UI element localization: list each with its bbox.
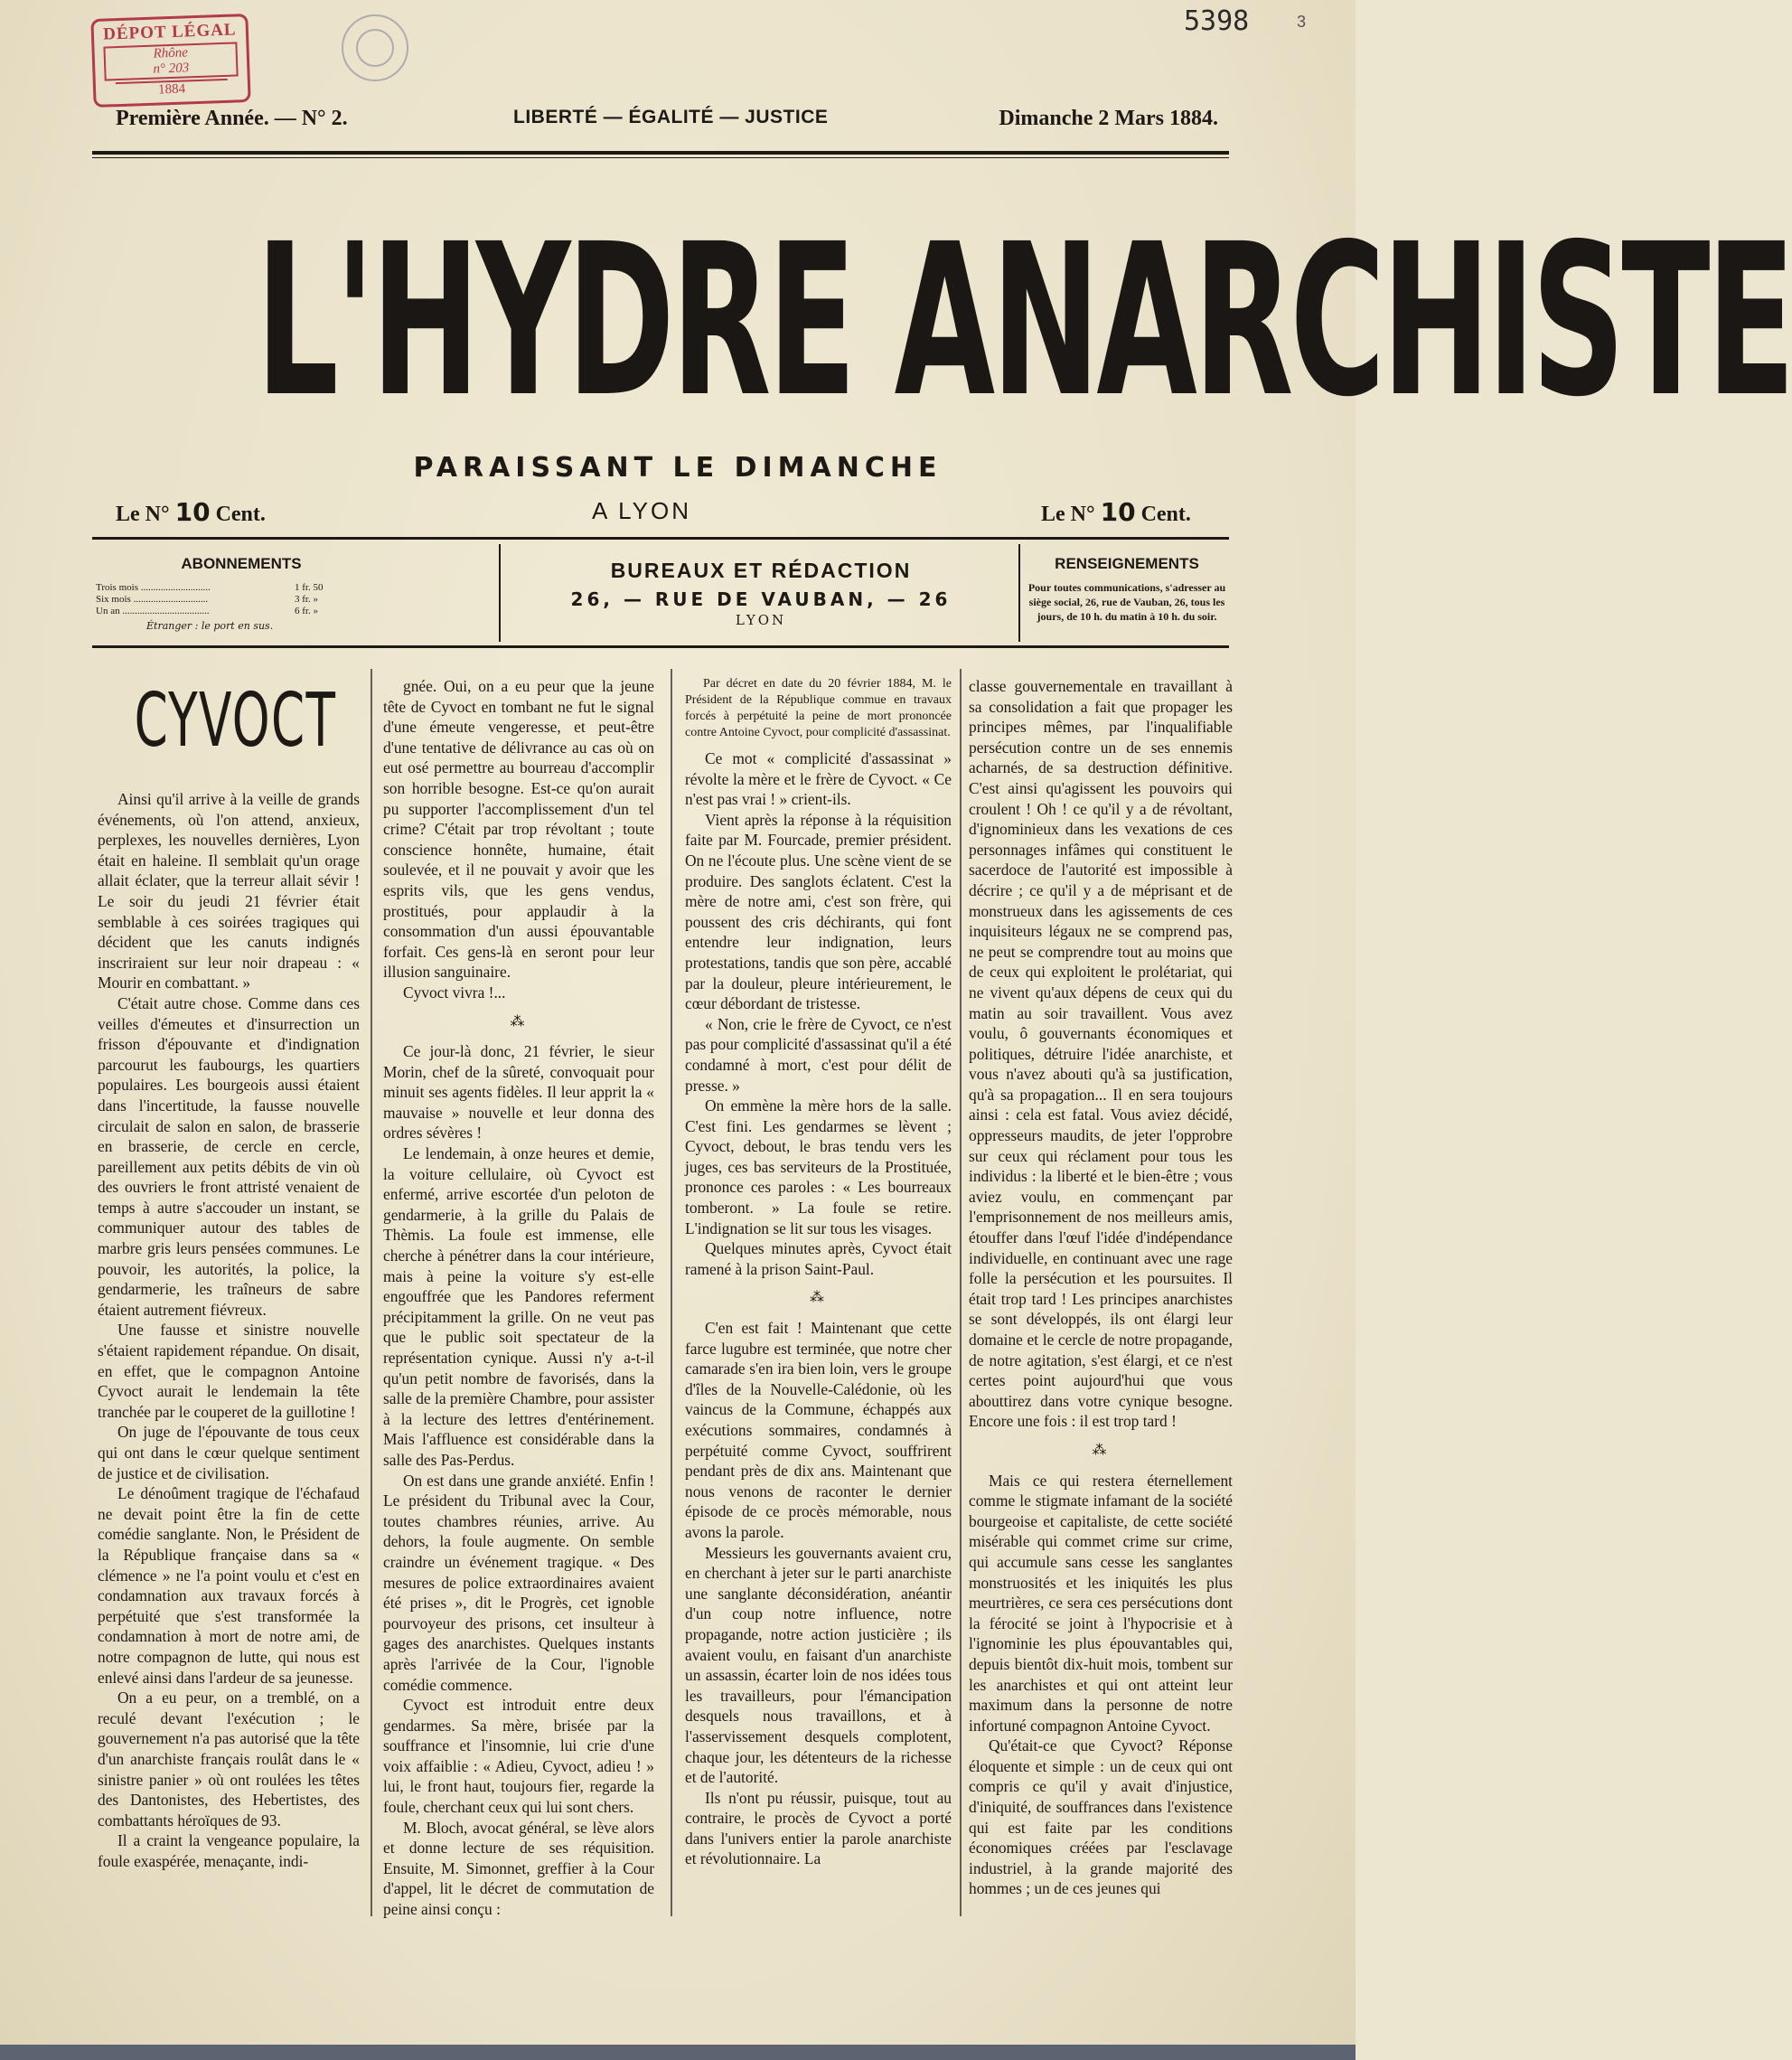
column-rule <box>960 669 962 1916</box>
section-separator: ⁂ <box>510 1013 528 1030</box>
article-column-4: classe gouvernementale en travaillant à sa consolidation a fait que propager les principes mêmes, par l'inqualifiable persécution contre un de ses ennemis acharnés, de sa destruction définitive. C'est ainsi qu'agissent les pouvoirs qui croulent ! Oh ! ce qu'il y a de révoltant, d'ignominieux dans les vexations de ces personnages infâmes qui constituent le sacerdoce de l'autorité est impossible à décrire ; ce qu'il y a de méprisant et de monstrueux dans les agissements de ces inquisiteurs légaux ne se comprend pas, ne peut se comprendre tout au moins que de ceux qui exploitent le prolétariat, qui ne vivent qu'aux dépens de ceux qui du matin au soir travaillent. Vous avez voulu, ô gouvernants économiques et politiques, détruire l'idée anarchiste, et vous n'avez abouti qu'à sa justification, qu'à sa propagation... Il en sera toujours ainsi : cela est fatal. Vous aviez décidé, oppresseurs maudits, de jeter l'opprobre sur ceux qui réclament pour tous les individus : la liberté et le bien-être ; vous aviez voulu, en commençant par l'emprisonnement de nos meilleurs amis, étouffer dans l'œuf l'idée d'indépendance individuelle, en continuant avec une rage folle la persécution et les poursuites. Il était trop tard ! Les principes anarchistes se sont développés, ils ont élargi leur domaine et le cercle de notre propagande, de notre agitation, s'est élargi, et ce n'est certes point aujourd'hui que vous abouttirez dans votre cynique besogne. Encore une fois : il est trop tard ! ⁂ Mais ce qui restera éternellement comme le stigmate infamant de la société bourgeoise et capitaliste, de cette société misérable qui commet crime sur crime, qui accumule sans cesse les sanglantes monstruosités et les iniquités les plus meurtrières, ce sera ces persécutions dont la férocité se joint à l'hypocrisie et à l'ignominie les plus épouvantables qui, depuis bientôt dix-huit mois, tombent sur les anarchistes et qui ont atteint leur maximum dans la personne de notre infortuné compagnon Antoine Cyvoct. Qu'était-ce que Cyvoct? Réponse éloquente et simple : un de ceux qui ont compris ce qu'il y avait d'injustice, d'iniquité, de souffrances dans l'existence qui est faite par les conditions économiques créées par l'esclavage industriel, à la grande majorité des hommes ; un de ces jeunes qui <box>969 677 1233 1898</box>
subscriptions-box: ABONNEMENTS Trois mois ............................ 1 fr. 50 Six mois .............................. 3 fr. » Un an ................................... 6 fr. » Étranger : le port en sus. <box>92 542 390 644</box>
city: A LYON <box>592 497 692 524</box>
subscription-row: Un an ................................... 6 fr. » <box>96 606 318 616</box>
header-rule <box>92 151 1229 155</box>
header-rule-thin <box>92 157 1229 158</box>
library-seal <box>342 14 408 81</box>
issue-line <box>116 107 1218 134</box>
legal-deposit-stamp: DÉPOT LÉGAL Rhône n° 203 1884 <box>90 14 250 108</box>
band-divider <box>499 544 501 642</box>
offices-box: BUREAUX ET RÉDACTION 26, — RUE DE VAUBAN, — 26 LYON <box>570 559 952 628</box>
section-separator: ⁂ <box>810 1290 827 1306</box>
decree-quote: Par décret en date du 20 février 1884, M. le Président de la République commue en travaux forcés à perpétuité la peine de mort prononcée contre Antoine Cyvoct, pour complicité d'assassinat. <box>685 677 952 739</box>
issue-date: Dimanche 2 Mars 1884. <box>999 107 1218 130</box>
archive-number: 5398 <box>1184 5 1250 37</box>
article-column-3: Par décret en date du 20 février 1884, M. le Président de la République commue en travaux forcés à perpétuité la peine de mort prononcée contre Antoine Cyvoct, pour complicité d'assassinat. Ce mot « complicité d'assassinat » révolte la mère et le frère de Cyvoct. « Ce n'est pas vrai ! » crient-ils. Vient après la réponse à la réquisition faite par M. Fourcade, premier président. On ne l'écoute plus. Une scène vient de se produire. Des sanglots éclatent. C'est la mère de notre ami, c'est son frère, qui poussent des cris déchirants, qui font entendre leur indignation, leurs protestations, tandis que son père, accablé par la douleur, pleure intérieurement, le cœur débordant de tristesse. « Non, crie le frère de Cyvoct, ce n'est pas pour complicité d'assassinat qu'il a été condamné à mort, c'est pour délit de presse. » On emmène la mère hors de la salle. C'est fini. Les gendarmes se lèvent ; Cyvoct, debout, le bras tendu vers les juges, ces bas serviteurs de la Prostituée, prononce ces paroles : « Les bourreaux tomberont. » La foule se retire. L'indignation se lit sur tous les visages. Quelques minutes après, Cyvoct était ramené à la prison Saint-Paul. ⁂ C'en est fait ! Maintenant que cette farce lugubre est terminée, que notre cher camarade s'en ira bien loin, vers le groupe d'îles de la Nouvelle-Calédonie, où les vaincus de la Commune, échappés aux exécutions sommaires, condamnés à perpétuité comme Cyvoct, souffrirent pendant près de dix ans. Maintenant que nous venons de raconter le dernier épisode de ce procès mémorable, nous avons la parole. Messieurs les gouvernants avaient cru, en cherchant à jeter sur le parti anarchiste une sanglante déconsidération, anéantir d'un coup notre influence, notre propagande, notre action justicière ; ils avaient voulu, en faisant d'un anarchiste un assassin, écarter loin de nos idées tous les travailleurs, pour l'émancipation desquels nous travaillons, et à l'asservissement desquels complotent, chaque jour, les détenteurs de la richesse et de l'autorité. Ils n'ont pu réussir, puisque, tout au contraire, le procès de Cyvoct a porté dans l'univers entier la parole anarchiste et révolutionnaire. La <box>685 677 952 1868</box>
column-rule <box>371 669 372 1916</box>
subscription-row: Six mois .............................. 3 fr. » <box>96 594 318 605</box>
band-bottom-rule <box>92 645 1229 648</box>
masthead-title: L'HYDRE ANARCHISTE <box>256 199 1792 443</box>
publication-frequency: PARAISSANT LE DIMANCHE <box>413 452 943 484</box>
issue-number: Première Année. — N° 2. <box>116 107 348 130</box>
column-rule <box>671 669 672 1916</box>
scan-edge <box>0 2045 1356 2060</box>
price-right: Le N° 10 Cent. <box>1041 497 1191 527</box>
motto: LIBERTÉ — ÉGALITÉ — JUSTICE <box>513 107 829 127</box>
section-separator: ⁂ <box>1092 1442 1110 1458</box>
information-box: RENSEIGNEMENTS Pour toutes communications, s'adresser au siège social, 26, rue de Vauban, 26, tous les jours, de 10 h. du matin à 10 h. du soir. <box>1027 555 1226 623</box>
archive-sub-number: 3 <box>1297 13 1307 31</box>
band-top-rule <box>92 537 1229 540</box>
article-column-2: gnée. Oui, on a eu peur que la jeune tête de Cyvoct en tombant ne fut le signal d'une émeute vengeresse, et peut-être d'une tentative de délivrance au cas où on eut osé permettre au bourreau d'accomplir son horrible besogne. Est-ce qu'on aurait pu supporter l'accomplissement d'un tel crime? C'était par trop révoltant ; toute conscience honnête, humaine, était soulevée, et il ne pouvait y avoir que les esprits vils, que les gens vendus, prostitués, pour applaudir à la consommation d'un aussi épouvantable forfait. Ces gens-là en seront pour leur illusion sanguinaire. Cyvoct vivra !... ⁂ Ce jour-là donc, 21 février, le sieur Morin, chef de la sûreté, convoquait pour minuit ses agents fidèles. Il leur apprit la « mauvaise » nouvelle et leur donna des ordres sévères ! Le lendemain, à onze heures et demie, la voiture cellulaire, où Cyvoct est enfermé, arrive escortée d'un peloton de gendarmerie, à la grille du Palais de Thèmis. La foule est immense, elle cherche à pénétrer dans la cour intérieure, mais à peine la voiture s'y est-elle engouffrée que les Pandores referment précipitamment la grille. On ne veut pas que le public soit spectateur de la représentation cynique. Aussi n'y a-t-il qu'un petit nombre de favorisés, dans la salle de la première Chambre, pour assister à la lecture des lettres d'entérinement. Mais l'affluence est considérable dans la salle des Pas-Perdus. On est dans une grande anxiété. Enfin ! Le président du Tribunal avec la Cour, toutes chambres réunies, arrive. Au dehors, la foule augmente. On semble craindre un événement tragique. « Des mesures de police extraordinaires avaient été prises », dit le Progrès, cet ignoble pourvoyeur des prisons, cet insulteur à gages des anarchistes. Quelques instants après l'arrivée de la Cour, l'ignoble comédie commence. Cyvoct est introduit entre deux gendarmes. Sa mère, brisée par la souffrance et l'insomnie, lui crie d'une voix affaiblie : « Adieu, Cyvoct, adieu ! » lui, le front haut, toujours fier, regarde la foule, cherchant ceux qui lui sont chers. M. Bloch, avocat général, se lève alors et donne lecture de ses réquisition. Ensuite, M. Simonnet, greffier à la Cour d'appel, lit le décret de commutation de peine ainsi conçu : <box>383 677 654 1919</box>
article-title: CYVOCT <box>134 678 337 764</box>
price-left: Le N° 10 Cent. <box>116 497 266 527</box>
info-band <box>92 542 1229 644</box>
band-divider <box>1018 544 1020 642</box>
article-column-1: CYVOCT Ainsi qu'il arrive à la veille de grands événements, où l'on attend, anxieux, perplexes, les nouvelles dernières, Lyon était en haleine. Il semblait qu'un orage allait éclater, que la terreur allait sévir ! Le soir du jeudi 21 février était semblable à ces soirées tragiques qui décident que les canuts indignés inscriraient sur leur noir drapeau : « Mourir en combattant. » C'était autre chose. Comme dans ces veilles d'émeutes et d'insurrection un frisson d'épouvante et d'indignation parcourut les faubourgs, les quartiers populaires. Les bourgeois aussi étaient dans l'incertitude, la fausse nouvelle circulait de salon en salon, de brasserie en brasserie, de cercle en cercle, pareillement aux petits débits de vin où des ouvriers le front attristé venaient de temps à autre s'accouder un instant, se communiquer autour des tables de marbre gris leurs pensées communes. Le pouvoir, les autorités, la police, la gendarmerie, les traîneurs de sabre étaient autrement fiévreux. Une fausse et sinistre nouvelle s'étaient rapidement répandue. On disait, en effet, que le compagnon Antoine Cyvoct aurait le lendemain la tête tranchée par le couperet de la guillotine ! On juge de l'épouvante de tous ceux qui ont dans le cœur quelque sentiment de justice et de civilisation. Le dénoûment tragique de l'échafaud ne devait point être la fin de cette comédie sanglante. Non, le Président de la République française dans sa « clémence » ne l'a point voulu et c'est en condamnation aux travaux forcés à perpétuité que s'est transformée la condamnation à mort de notre ami, de notre compagnon de lutte, qui nous est enlevé ainsi dans l'ardeur de sa jeunesse. On a eu peur, on a tremblé, on a reculé devant l'exécution ; le gouvernement n'a pas autorisé que la tête d'un anarchiste français roulât dans le « sinistre panier » où ont roulées les têtes des Dantonistes, des Hebertistes, des combattants héroïques de 93. Il a craint la vengeance populaire, la foule exaspérée, menaçante, indi- <box>98 678 360 1870</box>
subscription-row: Trois mois ............................ 1 fr. 50 <box>96 582 324 593</box>
